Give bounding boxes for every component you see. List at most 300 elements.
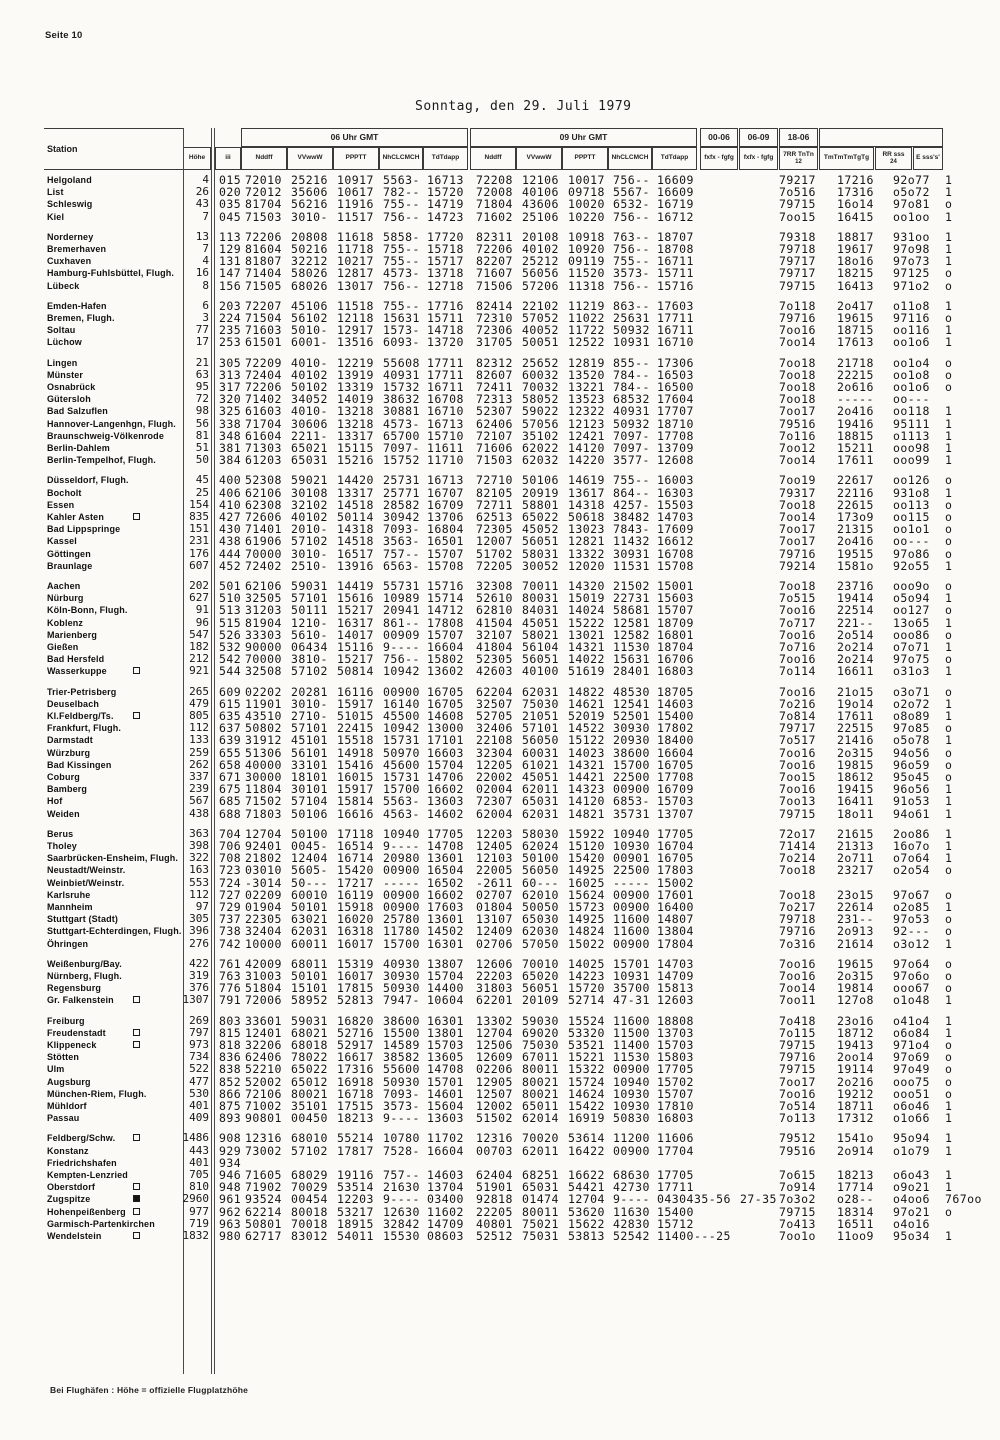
ppptt-06: 11718: [337, 242, 374, 256]
nhclcmch-09: 00900: [613, 782, 650, 797]
vvwww-09: 57056: [522, 416, 559, 431]
nhclcmch-06: 15752: [383, 453, 420, 468]
nddff-09: 13107: [476, 912, 513, 927]
rr-sss-24: o2o54: [893, 863, 930, 878]
vvwww-09: 69020: [522, 1025, 559, 1040]
7rr-tntn: 7oo16: [779, 603, 816, 618]
tmtm-tgtg: 18215: [837, 266, 874, 281]
rr-sss-24: 95o45: [893, 770, 930, 784]
header-right-sub-2: [779, 147, 818, 170]
tmtm-tgtg: 21o15: [837, 684, 874, 699]
station-name: Hohenpeißenberg: [47, 1206, 126, 1217]
nhclcmch-09: 5567-: [613, 185, 650, 200]
table-row: [0, 604, 1000, 616]
station-iii: 737: [219, 912, 242, 927]
7rr-tntn: 79214: [779, 558, 816, 573]
nddff-06: 12401: [245, 1025, 282, 1040]
ppptt-09: 53614: [568, 1131, 605, 1146]
nddff-06: 71605: [245, 1168, 282, 1182]
rr-sss-24: o41o4: [893, 1013, 930, 1028]
station-iii: 655: [219, 745, 242, 760]
station-height: 322: [189, 851, 209, 865]
tdtdapp-09: 18704: [657, 640, 694, 654]
nhclcmch-09: 22731: [613, 591, 650, 606]
nhclcmch-06: 15731: [383, 770, 420, 784]
station-square-filled-icon: [133, 1195, 140, 1202]
ppptt-09: 16622: [568, 1168, 605, 1182]
station-height: 438: [189, 806, 209, 820]
nhclcmch-09: 10931: [613, 335, 650, 350]
tdtdapp-09: 15707: [657, 1086, 694, 1101]
tmtm-tgtg: 127o8: [837, 993, 874, 1008]
station-name: Garmisch-Partenkirchen: [47, 1218, 155, 1229]
station-iii: 438: [219, 534, 242, 549]
tdtdapp-06: 13704: [427, 1180, 464, 1195]
tmtm-tgtg: 19413: [837, 1038, 874, 1052]
nddff-06: 30000: [245, 770, 282, 784]
vvwww-09: 56051: [522, 652, 559, 667]
nhclcmch-09: 863--: [613, 298, 650, 313]
vvwww-06: 58952: [291, 993, 328, 1008]
e-sss: 1: [945, 254, 953, 269]
header-group-06-uhr-gmt: [241, 128, 468, 147]
nddff-06: 62406: [245, 1050, 282, 1065]
vvwww-09: 62032: [522, 453, 559, 468]
nhclcmch-06: 14589: [383, 1038, 420, 1052]
nddff-06: 32505: [245, 591, 282, 606]
nhclcmch-06: 40931: [383, 367, 420, 382]
nhclcmch-06: 5858-: [383, 229, 420, 244]
vvwww-09: 65011: [522, 1099, 559, 1113]
e-sss: 1: [945, 664, 953, 679]
station-name: Hannover-Langenhgn, Flugh.: [47, 418, 176, 429]
vvwww-09: 50050: [522, 900, 559, 914]
nddff-09: 52305: [476, 652, 513, 667]
vvwww-09: 58052: [522, 392, 559, 407]
vvwww-06: 6001-: [291, 335, 328, 350]
nhclcmch-06: 3563-: [383, 534, 420, 549]
nddff-06: 71505: [245, 278, 282, 293]
station-height: 396: [189, 924, 209, 938]
vvwww-06: 62031: [291, 924, 328, 939]
header-06-col-4-label: TdTdapp: [431, 154, 460, 162]
nddff-06: 70000: [245, 546, 282, 561]
rr-sss-24: oo115: [893, 510, 930, 524]
nddff-06: 71401: [245, 522, 282, 537]
nhclcmch-06: 65700: [383, 428, 420, 443]
nhclcmch-06: 756--: [383, 278, 420, 293]
station-iii: 515: [219, 615, 242, 630]
vvwww-09: 84031: [522, 603, 559, 618]
vvwww-06: 4010-: [291, 404, 328, 419]
ppptt-06: 15917: [337, 696, 374, 711]
nhclcmch-06: 15500: [383, 1025, 420, 1040]
nhclcmch-06: 40930: [383, 956, 420, 971]
7rr-tntn: 7o214: [779, 851, 816, 866]
vvwww-06: 3810-: [291, 652, 328, 667]
table-row: [0, 1063, 1000, 1075]
tdtdapp-06: 16501: [427, 534, 464, 549]
tmtm-tgtg: 18712: [837, 1025, 874, 1040]
vvwww-09: 22102: [522, 298, 559, 313]
tdtdapp-06: 11602: [427, 1204, 464, 1219]
nddff-09: 02707: [476, 887, 513, 902]
station-iii: 934: [219, 1155, 242, 1170]
nhclcmch-06: 28582: [383, 497, 420, 512]
tmtm-tgtg: 16415: [837, 209, 874, 224]
nddff-06: 43510: [245, 709, 282, 723]
vvwww-06: 33101: [291, 757, 328, 772]
tdtdapp-09: 15712: [657, 1216, 694, 1231]
station-height: 797: [189, 1025, 209, 1039]
tmtm-tgtg: 2o216: [837, 1074, 874, 1089]
ppptt-09: 14320: [568, 579, 605, 593]
rr-sss-24: o5o72: [893, 185, 930, 200]
station-height: 376: [189, 981, 209, 995]
ppptt-09: 12123: [568, 416, 605, 431]
nhclcmch-09: 6532-: [613, 197, 650, 212]
tdtdapp-09: 16705: [657, 851, 694, 866]
ppptt-06: 16514: [337, 839, 374, 853]
ppptt-09: 11520: [568, 266, 605, 281]
header-iii: [215, 147, 241, 170]
vvwww-09: 75021: [522, 1216, 559, 1231]
tdtdapp-06: 16301: [427, 936, 464, 951]
tmtm-tgtg: 19615: [837, 956, 874, 971]
tdtdapp-06: 15707: [427, 627, 464, 642]
station-square-icon: [133, 1232, 140, 1239]
tmtm-tgtg: 221--: [837, 615, 874, 630]
ppptt-09: 13023: [568, 522, 605, 537]
header-right-sub-0-label: fxfx - fgfg: [704, 154, 734, 162]
nhclcmch-06: 00900: [383, 863, 420, 878]
vvwww-09: 58030: [522, 826, 559, 841]
vvwww-09: 70032: [522, 380, 559, 394]
station-height: 63: [195, 367, 209, 381]
nhclcmch-06: 10942: [383, 664, 420, 679]
station-iii: 815: [219, 1025, 242, 1040]
vvwww-06: 68011: [291, 956, 328, 971]
tdtdapp-06: 16713: [427, 173, 464, 187]
station-height: 163: [189, 863, 209, 877]
nhclcmch-06: 32842: [383, 1216, 420, 1231]
ppptt-09: 13322: [568, 546, 605, 561]
ppptt-09: 15422: [568, 1099, 605, 1113]
tdtdapp-06: 13605: [427, 1050, 464, 1065]
tmtm-tgtg: 21315: [837, 522, 874, 537]
tmtm-tgtg: 18o16: [837, 254, 874, 269]
nddff-06: 33601: [245, 1013, 282, 1028]
rr-sss-24: o31o3: [893, 664, 930, 679]
tdtdapp-06: 14502: [427, 924, 464, 939]
nddff-06: 61603: [245, 404, 282, 419]
tdtdapp-09: 17711: [657, 311, 694, 325]
header-06-col-1: [287, 147, 333, 170]
e-sss: o: [945, 510, 953, 524]
ppptt-09: 14024: [568, 603, 605, 618]
rr-sss-24: 97o75: [893, 652, 930, 667]
table-row: [0, 1193, 1000, 1205]
nddff-06: 33303: [245, 627, 282, 642]
vvwww-06: 60010: [291, 887, 328, 902]
nddff-09: 01804: [476, 900, 513, 914]
ppptt-09: 11022: [568, 311, 605, 325]
vvwww-06: 45106: [291, 298, 328, 313]
station-name: Gütersloh: [47, 394, 91, 405]
nddff-06: 32404: [245, 924, 282, 939]
nddff-06: 51804: [245, 981, 282, 996]
station-iii: 129: [219, 242, 242, 256]
ppptt-09: 15720: [568, 981, 605, 996]
tdtdapp-09: 16709: [657, 782, 694, 797]
station-height: 734: [189, 1050, 209, 1064]
table-row: [0, 267, 1000, 279]
station-iii: 235: [219, 323, 242, 338]
rr-sss-24: 2oo86: [893, 826, 930, 841]
nddff-09: 31705: [476, 335, 513, 350]
station-iii: 452: [219, 558, 242, 573]
station-iii: 803: [219, 1013, 242, 1028]
ppptt-06: 14518: [337, 497, 374, 512]
vvwww-06: 56216: [291, 197, 328, 212]
station-iii: 513: [219, 603, 242, 618]
ppptt-06: 19116: [337, 1168, 374, 1182]
nhclcmch-09: 3577-: [613, 453, 650, 468]
station-height: 202: [189, 579, 209, 592]
nhclcmch-06: 55608: [383, 355, 420, 370]
tdtdapp-09: 11400: [657, 1229, 694, 1243]
header-group-09-uhr-gmt-label: 09 Uhr GMT: [559, 132, 608, 143]
station-square-icon: [133, 1183, 140, 1190]
e-sss: 1: [945, 806, 953, 821]
ppptt-06: 15216: [337, 453, 374, 468]
nhclcmch-09: 00900: [613, 936, 650, 951]
vvwww-09: 62010: [522, 887, 559, 902]
tdtdapp-09: 15716: [657, 278, 694, 293]
station-height: 443: [189, 1143, 209, 1157]
nhclcmch-06: 15700: [383, 936, 420, 951]
table-row: [0, 1112, 1000, 1124]
e-sss: 1: [945, 416, 953, 431]
ppptt-06: 16119: [337, 887, 374, 902]
nddff-09: 82607: [476, 367, 513, 382]
tdtdapp-06: 17808: [427, 615, 464, 630]
tmtm-tgtg: 17216: [837, 173, 874, 187]
nhclcmch-09: 12582: [613, 627, 650, 642]
nddff-09: 72305: [476, 522, 513, 537]
nhclcmch-06: 5563-: [383, 794, 420, 809]
nddff-09: 41804: [476, 640, 513, 654]
station-iii: 427: [219, 510, 242, 524]
tmtm-tgtg: 2o214: [837, 640, 874, 654]
nhclcmch-09: 7097-: [613, 428, 650, 443]
nhclcmch-09: 00901: [613, 851, 650, 866]
tmtm-tgtg: 2oo14: [837, 1050, 874, 1065]
7rr-tntn: 7o116: [779, 428, 816, 443]
nddff-06: 90000: [245, 640, 282, 654]
nddff-06: 62214: [245, 1204, 282, 1219]
station-name: Münster: [47, 369, 84, 380]
ppptt-06: 10617: [337, 185, 374, 200]
nddff-06: 62717: [245, 1229, 282, 1243]
vvwww-09: 68251: [522, 1168, 559, 1182]
nddff-06: 71902: [245, 1180, 282, 1195]
station-iii: 544: [219, 664, 242, 679]
vvwww-06: 50111: [291, 603, 328, 618]
nhclcmch-06: 6563-: [383, 558, 420, 573]
tdtdapp-06: 16711: [427, 380, 464, 394]
tdtdapp-09: 16712: [657, 209, 694, 224]
nhclcmch-09: 48530: [613, 684, 650, 699]
table-row: [0, 560, 1000, 572]
tdtdapp-06: 13706: [427, 510, 464, 524]
ppptt-06: 16714: [337, 851, 374, 866]
vvwww-09: 58801: [522, 497, 559, 512]
nddff-06: 22305: [245, 912, 282, 927]
nhclcmch-06: 9----: [383, 640, 420, 654]
nhclcmch-09: 00900: [613, 1143, 650, 1158]
ppptt-09: 10220: [568, 209, 605, 224]
tdtdapp-09: 17708: [657, 770, 694, 784]
nhclcmch-09: 52542: [613, 1229, 650, 1243]
nhclcmch-09: 11531: [613, 558, 650, 573]
station-name: Marienberg: [47, 629, 98, 640]
nddff-09: 62513: [476, 510, 513, 524]
header-06-col-2-label: PPPTT: [345, 154, 367, 162]
rr-sss-24: o6o84: [893, 1025, 930, 1040]
tdtdapp-06: 12718: [427, 278, 464, 293]
ppptt-06: 17316: [337, 1062, 374, 1077]
ppptt-06: 18915: [337, 1216, 374, 1231]
vvwww-06: 60011: [291, 936, 328, 951]
station-name: Mannheim: [47, 902, 93, 912]
nhclcmch-09: 40931: [613, 404, 650, 419]
station-square-icon: [133, 1134, 140, 1141]
nddff-06: 81904: [245, 615, 282, 630]
nhclcmch-06: 4573-: [383, 266, 420, 281]
tmtm-tgtg: 2o315: [837, 745, 874, 760]
vvwww-06: 65022: [291, 1062, 328, 1077]
e-sss: 1: [945, 615, 953, 630]
station-iii: 963: [219, 1216, 242, 1231]
vvwww-09: 62011: [522, 782, 559, 797]
tdtdapp-06: 15716: [427, 579, 464, 593]
station-height: 6: [202, 298, 209, 312]
header-right-sub-5: [913, 147, 943, 170]
tmtm-tgtg: 17611: [837, 709, 874, 723]
station-name: Lübeck: [47, 280, 80, 291]
page-title: Sonntag, den 29. Juli 1979: [415, 99, 632, 114]
header-right-sub-5-label: E sss's': [916, 154, 940, 162]
nddff-09: 71503: [476, 453, 513, 468]
station-height: 212: [189, 652, 209, 666]
nhclcmch-09: 12581: [613, 615, 650, 630]
nddff-09: 72307: [476, 794, 513, 809]
tmtm-tgtg: o28--: [837, 1192, 874, 1207]
nddff-06: 72206: [245, 229, 282, 244]
station-iii: 727: [219, 887, 242, 902]
rr-sss-24: 97o85: [893, 721, 930, 736]
e-sss: o: [945, 1038, 953, 1052]
ppptt-09: 14822: [568, 684, 605, 699]
station-name: Darmstadt: [47, 735, 93, 746]
vvwww-06: 50106: [291, 806, 328, 821]
7rr-tntn: 79715: [779, 1204, 816, 1219]
tdtdapp-09: 18707: [657, 229, 694, 244]
nddff-09: 72107: [476, 428, 513, 443]
station-name: Karlsruhe: [47, 889, 91, 900]
ppptt-06: 14019: [337, 392, 374, 407]
station-name: Bad Salzuflen: [47, 406, 108, 417]
table-row: [0, 925, 1000, 937]
tdtdapp-06: 16710: [427, 404, 464, 419]
nhclcmch-09: 10930: [613, 1099, 650, 1113]
7rr-tntn: 7oo16: [779, 323, 816, 338]
table-row: [0, 938, 1000, 950]
rr-sss-24: 94o56: [893, 745, 930, 760]
rr-sss-24: oo1oo: [893, 209, 930, 224]
ppptt-06: 12118: [337, 311, 374, 325]
vvwww-06: 50101: [291, 969, 328, 983]
tdtdapp-06: 13801: [427, 1025, 464, 1040]
ppptt-06: 12817: [337, 266, 374, 281]
station-height: 1307: [182, 993, 209, 1007]
station-height: 154: [189, 497, 209, 511]
ppptt-06: 16116: [337, 684, 374, 699]
7rr-tntn: 7o114: [779, 664, 816, 679]
ppptt-06: 16820: [337, 1013, 374, 1028]
7rr-tntn: 7oo17: [779, 1074, 816, 1089]
e-sss: o: [945, 367, 953, 382]
e-sss: o: [945, 497, 953, 512]
vvwww-09: 80031: [522, 591, 559, 606]
e-sss: 1: [945, 839, 953, 853]
station-iii: 838: [219, 1062, 242, 1077]
rr-sss-24: 97o49: [893, 1062, 930, 1077]
station-square-icon: [133, 996, 140, 1003]
rr-sss-24: oo1o6: [893, 335, 930, 350]
ppptt-06: 10917: [337, 173, 374, 187]
7rr-tntn: 7oo16: [779, 652, 816, 667]
tdtdapp-06: 13720: [427, 335, 464, 350]
ppptt-09: 15122: [568, 733, 605, 748]
rr-sss-24: o1o66: [893, 1111, 930, 1126]
7rr-tntn: 7oo18: [779, 380, 816, 394]
nddff-06: 31003: [245, 969, 282, 983]
vvwww-06: 68010: [291, 1131, 328, 1146]
ppptt-06: 10217: [337, 254, 374, 269]
tdtdapp-09: 15803: [657, 1050, 694, 1065]
nhclcmch-09: 11432: [613, 534, 650, 549]
station-height: 719: [189, 1216, 209, 1230]
e-sss: 1: [945, 826, 953, 841]
rr-sss-24: 97o69: [893, 1050, 930, 1065]
e-sss: o: [945, 311, 953, 325]
nhclcmch-09: 763--: [613, 229, 650, 244]
nddff-09: 72710: [476, 473, 513, 488]
tmtm-tgtg: 19414: [837, 591, 874, 606]
station-height: 3: [202, 311, 209, 324]
tdtdapp-06: 16707: [427, 485, 464, 500]
rr-sss-24: o4o16: [893, 1216, 930, 1231]
vvwww-09: 35102: [522, 428, 559, 443]
tdtdapp-09: 16612: [657, 534, 694, 549]
rr-sss-24: 971o2: [893, 278, 930, 293]
fxfx-fgfg-0006: ---25: [694, 1229, 731, 1243]
tdtdapp-06: 16713: [427, 473, 464, 488]
nddff-09: 32107: [476, 627, 513, 642]
vvwww-09: 75030: [522, 696, 559, 711]
